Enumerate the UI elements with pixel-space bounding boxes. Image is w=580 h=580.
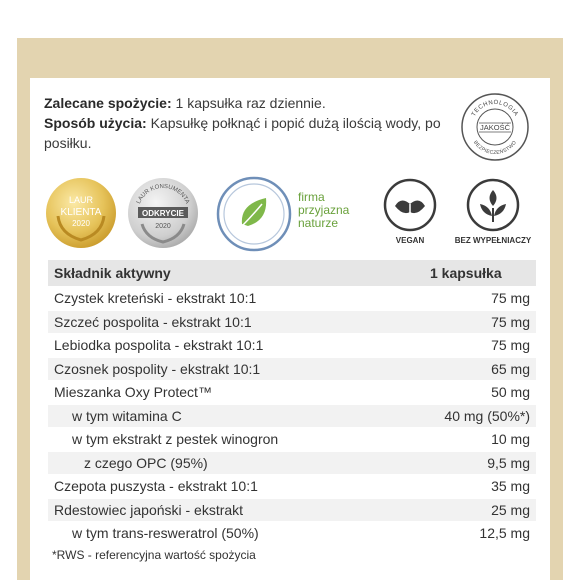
laur-klienta-line1: LAUR — [68, 195, 94, 205]
laur-klienta-badge-icon — [44, 176, 118, 250]
no-fillers-icon — [466, 178, 520, 232]
table-row — [48, 428, 536, 452]
eco-line3: naturze — [298, 216, 339, 230]
header-ingredient: Składnik aktywny — [48, 260, 408, 287]
ingredient-name: Lebiodka pospolita - ekstrakt 10:1 — [48, 334, 408, 358]
table-row — [48, 381, 536, 405]
header-amount: 1 kapsułka — [408, 260, 536, 287]
table-row — [48, 334, 536, 358]
table-row — [48, 357, 536, 381]
usage-instructions — [44, 93, 444, 153]
stamp-bottom-text: BEZPIECZEŃSTWO — [471, 139, 519, 156]
eco-text — [298, 191, 349, 230]
laur-konsumenta-year: 2020 — [155, 223, 171, 230]
ingredient-name: Mieszanka Oxy Protect™ — [48, 381, 408, 405]
method-value: Kapsułkę połknąć i popić dużą ilością wody, po posiłku. — [44, 115, 441, 151]
quality-stamp-icon — [460, 92, 530, 162]
ingredient-name: z czego OPC (95%) — [48, 451, 408, 475]
ingredient-amount: 12,5 mg — [408, 522, 536, 546]
method-label: Sposób użycia: — [44, 115, 147, 131]
laur-konsumenta-ribbon: ODKRYCIE — [142, 209, 184, 218]
ingredient-name: Czosnek pospolity - ekstrakt 10:1 — [48, 357, 408, 381]
ingredient-amount: 75 mg — [408, 310, 536, 334]
nutrition-table — [48, 260, 536, 546]
ingredient-name: w tym trans-resweratrol (50%) — [48, 522, 408, 546]
laur-klienta-year: 2020 — [72, 219, 90, 228]
ingredient-amount: 9,5 mg — [408, 451, 536, 475]
stamp-top-text: TECHNOLOGIA — [470, 99, 520, 118]
certification-badges — [30, 174, 550, 254]
table-row — [48, 310, 536, 334]
vegan-caption: VEGAN — [395, 236, 425, 245]
ingredient-amount: 40 mg (50%*) — [408, 404, 536, 428]
footnote: *RWS - referencyjna wartość spożycia — [52, 548, 256, 562]
eco-leaf-badge-icon — [214, 174, 294, 254]
method-line — [44, 113, 444, 153]
eco-line2: przyjazna — [298, 203, 350, 217]
table-row — [48, 498, 536, 522]
laur-klienta-line2: KLIENTA — [60, 207, 102, 218]
ingredient-amount: 65 mg — [408, 357, 536, 381]
ingredient-name: Czepota puszysta - ekstrakt 10:1 — [48, 475, 408, 499]
table-row — [48, 287, 536, 311]
dose-line — [44, 93, 444, 113]
ingredient-name: Rdestowiec japoński - ekstrakt — [48, 498, 408, 522]
table-header-row — [48, 260, 536, 287]
svg-text:BEZPIECZEŃSTWO — [472, 140, 518, 156]
ingredient-amount: 10 mg — [408, 428, 536, 452]
ingredient-amount: 35 mg — [408, 475, 536, 499]
ingredient-name: w tym ekstrakt z pestek winogron — [48, 428, 408, 452]
ingredient-name: Szczeć pospolita - ekstrakt 10:1 — [48, 310, 408, 334]
ingredient-name: w tym witamina C — [48, 404, 408, 428]
no-fillers-caption: BEZ WYPEŁNIACZY — [454, 236, 532, 245]
dose-value: 1 kapsułka raz dziennie. — [175, 95, 326, 111]
ingredient-amount: 75 mg — [408, 287, 536, 311]
info-panel — [30, 78, 550, 580]
table-row — [48, 475, 536, 499]
table-row — [48, 404, 536, 428]
ingredient-name: Czystek kreteński - ekstrakt 10:1 — [48, 287, 408, 311]
ingredient-amount: 25 mg — [408, 498, 536, 522]
dose-label: Zalecane spożycie: — [44, 95, 172, 111]
table-row — [48, 522, 536, 546]
laur-konsumenta-arc: LAUR KONSUMENTA — [135, 183, 191, 205]
laur-konsumenta-badge-icon — [126, 176, 200, 250]
ingredient-amount: 50 mg — [408, 381, 536, 405]
stamp-center-text: JAKOŚĆ — [479, 123, 511, 132]
vegan-leaf-icon — [383, 178, 437, 232]
eco-line1: firma — [298, 190, 325, 204]
ingredient-amount: 75 mg — [408, 334, 536, 358]
table-row — [48, 451, 536, 475]
